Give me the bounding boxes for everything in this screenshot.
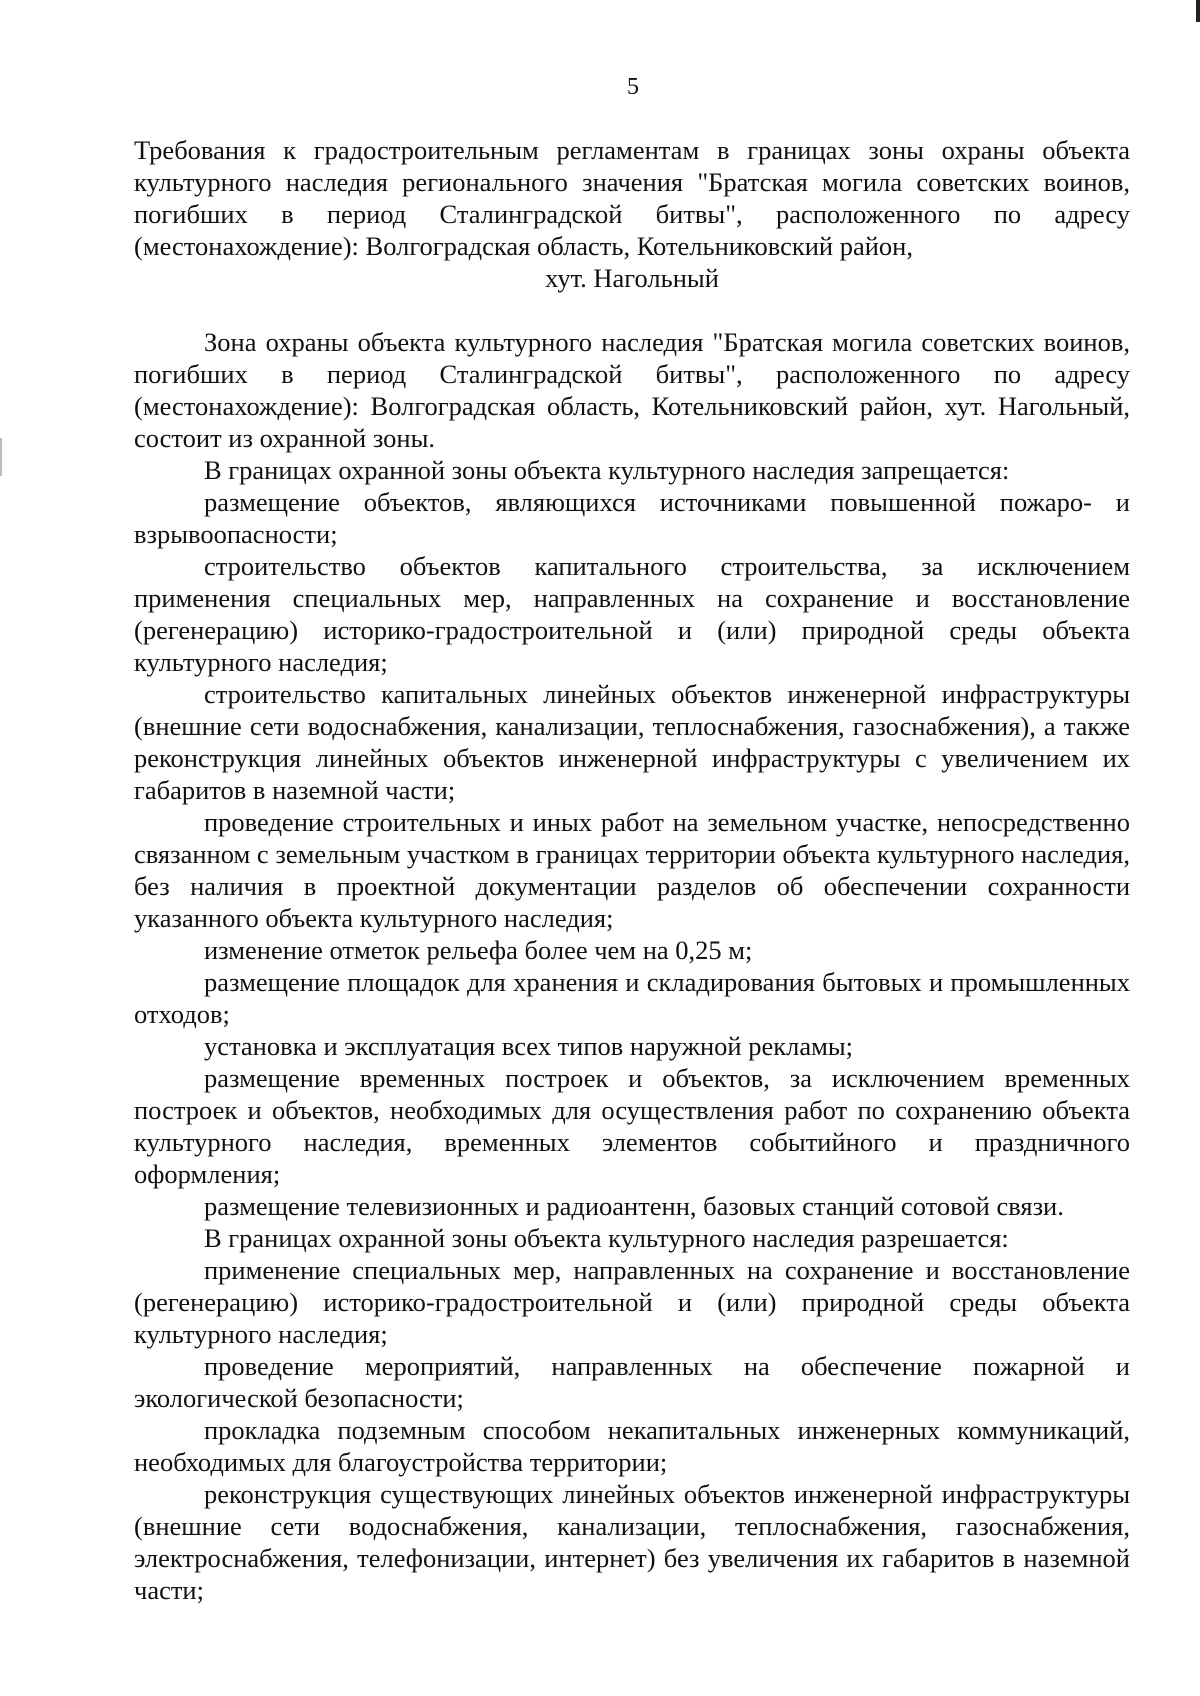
list-item: реконструкция существующих линейных объектов инженерной инфраструктуры (внешние сети водоснабжения, канализации, теплоснабжения, газоснабжения, электроснабжения, телефонизации, интернет) без увеличения их габаритов в наземной части; [134, 1479, 1130, 1605]
list-item: размещение объектов, являющихся источниками повышенной пожаро- и взрывоопасности; [134, 487, 1130, 549]
heading-text: Требования к градостроительным регламентам в границах зоны охраны объекта культурного наследия регионального значения "Братская могила советских воинов, погибших в период Сталинградской битвы", расположенного по адресу (местонахождение): Волгоградская область, Котельниковский район, [134, 135, 1130, 261]
list-item: размещение площадок для хранения и складирования бытовых и промышленных отходов; [134, 967, 1130, 1029]
list-item: строительство объектов капитального строительства, за исключением применения специальных мер, направленных на сохранение и восстановление (регенерацию) историко-градостроительной и (или) природной среды объекта культурного наследия; [134, 551, 1130, 677]
list-item: размещение временных построек и объектов, за исключением временных построек и объектов, необходимых для осуществления работ по сохранению объекта культурного наследия, временных элементов событийного и праздничного оформления; [134, 1063, 1130, 1189]
scan-edge-mark [0, 438, 2, 476]
list-item: прокладка подземным способом некапитальных инженерных коммуникаций, необходимых для благоустройства территории; [134, 1415, 1130, 1477]
list-item: изменение отметок рельефа более чем на 0,25 м; [204, 935, 753, 965]
paragraph-prohibited-intro: В границах охранной зоны объекта культурного наследия запрещается: [204, 455, 1010, 485]
heading-last-line: хут. Нагольный [545, 263, 719, 293]
document-body [134, 326, 1130, 1606]
paragraph-allowed-intro: В границах охранной зоны объекта культурного наследия разрешается: [204, 1223, 1009, 1253]
list-item: установка и эксплуатация всех типов наружной рекламы; [204, 1031, 854, 1061]
list-item: проведение мероприятий, направленных на обеспечение пожарной и экологической безопасности; [134, 1351, 1130, 1413]
scan-corner-mark [1196, 0, 1200, 22]
list-item: размещение телевизионных и радиоантенн, базовых станций сотовой связи. [204, 1191, 1064, 1221]
section-heading [134, 134, 1130, 294]
paragraph-zone-description: Зона охраны объекта культурного наследия "Братская могила советских воинов, погибших в период Сталинградской битвы", расположенного по адресу (местонахождение): Волгоградская область, Котельниковский район, хут. Нагольный, состоит из охранной зоны. [134, 327, 1130, 453]
list-item: проведение строительных и иных работ на земельном участке, непосредственно связанном с земельным участком в границах территории объекта культурного наследия, без наличия в проектной документации разделов об обеспечении сохранности указанного объекта культурного наследия; [134, 807, 1130, 933]
page-number: 5 [627, 74, 639, 100]
list-item: применение специальных мер, направленных на сохранение и восстановление (регенерацию) историко-градостроительной и (или) природной среды объекта культурного наследия; [134, 1255, 1130, 1349]
list-item: строительство капитальных линейных объектов инженерной инфраструктуры (внешние сети водоснабжения, канализации, теплоснабжения, газоснабжения), а также реконструкция линейных объектов инженерной инфраструктуры с увеличением их габаритов в наземной части; [134, 679, 1130, 805]
